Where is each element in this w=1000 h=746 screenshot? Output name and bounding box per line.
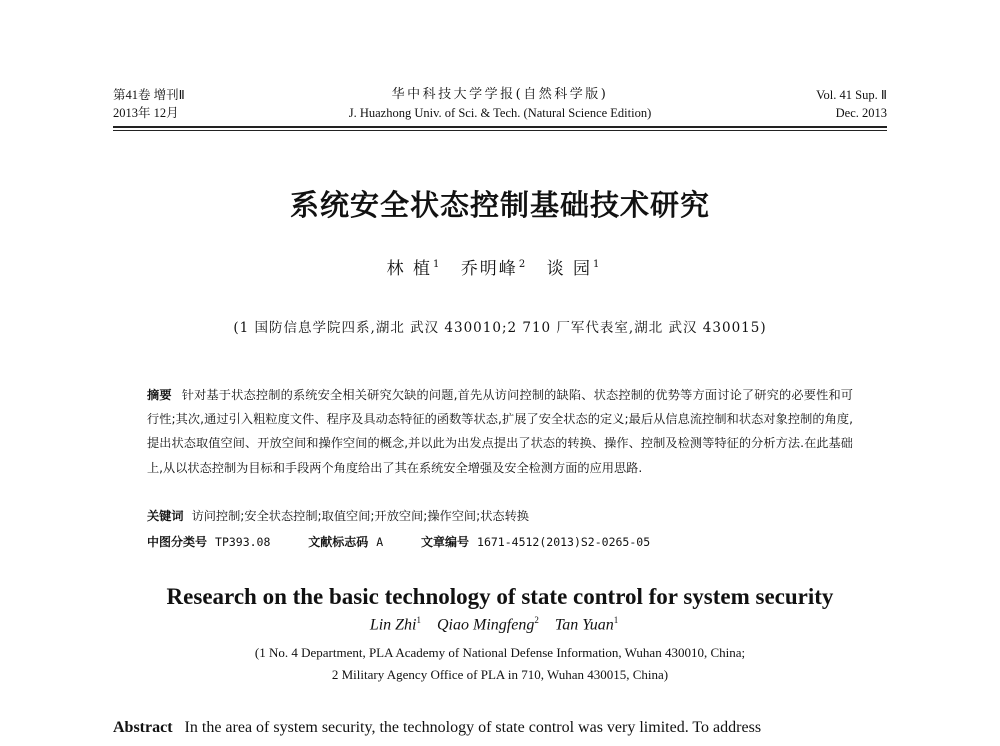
header-right bbox=[816, 86, 887, 122]
affiliation: (1 国防信息学院四系,湖北 武汉 430010;2 710 厂军代表室,湖北 武汉 430015) bbox=[233, 320, 767, 336]
journal-name-en: J. Huazhong Univ. of Sci. & Tech. (Natural Science Edition) bbox=[348, 106, 652, 120]
author-name-en: Qiao Mingfeng bbox=[437, 616, 535, 634]
keywords-label: 关键词 bbox=[147, 509, 184, 523]
article-number-value: 1671-4512(2013)S2-0265-05 bbox=[477, 535, 651, 549]
header-date: 2013年 12月 bbox=[113, 106, 179, 120]
paper-title: 系统安全状态控制基础技术研究 bbox=[289, 188, 710, 222]
header-volume: 第41卷 增刊Ⅱ bbox=[113, 88, 185, 102]
affiliation-en-line1: (1 No. 4 Department, PLA Academy of National Defense Information, Wuhan 430010, China; bbox=[254, 645, 746, 660]
paper-title-en: Research on the basic technology of state control for system security bbox=[166, 584, 834, 609]
header-rule-thin bbox=[113, 130, 887, 131]
author-list bbox=[0, 254, 1000, 279]
author-affil-mark: 1 bbox=[433, 259, 440, 271]
doc-code-label: 文献标志码 bbox=[308, 535, 369, 549]
author-affil-mark: 2 bbox=[518, 259, 526, 271]
author-affil-mark-en: 2 bbox=[534, 615, 539, 625]
author-name: 谈 园 bbox=[546, 259, 592, 279]
abstract-label: 摘要 bbox=[147, 388, 172, 402]
author-name-en: Lin Zhi bbox=[369, 616, 417, 634]
header-center bbox=[113, 86, 887, 122]
author-name-en: Tan Yuan bbox=[554, 616, 614, 634]
abstract-en bbox=[113, 719, 887, 737]
journal-header bbox=[113, 86, 887, 128]
author-name: 乔明峰 bbox=[460, 259, 518, 279]
clc-label: 中图分类号 bbox=[147, 535, 208, 549]
abstract-en-text: In the area of system security, the technology of state control was very limited. To address bbox=[184, 719, 762, 736]
author-list-en bbox=[0, 615, 1000, 634]
header-volume-en: Vol. 41 Sup. Ⅱ bbox=[816, 88, 887, 102]
classification-line bbox=[147, 533, 853, 550]
doc-code-value: A bbox=[376, 535, 384, 549]
clc-value: TP393.08 bbox=[215, 535, 271, 549]
author-name: 林 植 bbox=[386, 259, 433, 279]
journal-name-cn: 华中科技大学学报(自然科学版) bbox=[391, 87, 609, 102]
header-date-en: Dec. 2013 bbox=[835, 106, 887, 120]
article-number-label: 文章编号 bbox=[421, 535, 470, 549]
author-affil-mark-en: 1 bbox=[613, 615, 619, 625]
abstract-en-label: Abstract bbox=[113, 719, 173, 736]
author-affil-mark-en: 1 bbox=[416, 615, 421, 625]
abstract-text: 针对基于状态控制的系统安全相关研究欠缺的问题,首先从访问控制的缺陷、状态控制的优势等方面讨论了研究的必要性和可行性;其次,通过引入粗粒度文件、程序及具动态特征的函数等状态,扩展了安全状态的定义;最后从信息流控制和状态对象控制的角度,提出状态取值空间、开放空间和操作空间的概念,并以此为出发点提出了状态的转换、操作、控制及检测等特征的分析方法.在此基础上,从以状态控制为目标和手段两个角度给出了其在系统安全增强及安全检测方面的应用思路. bbox=[147, 388, 853, 475]
author-affil-mark: 1 bbox=[593, 259, 600, 271]
abstract-cn bbox=[147, 383, 853, 480]
header-rule-thick bbox=[113, 126, 887, 128]
keywords bbox=[147, 507, 853, 524]
keywords-text: 访问控制;安全状态控制;取值空间;开放空间;操作空间;状态转换 bbox=[191, 509, 529, 523]
affiliation-en-line2: 2 Military Agency Office of PLA in 710, Wuhan 430015, China) bbox=[331, 667, 669, 682]
